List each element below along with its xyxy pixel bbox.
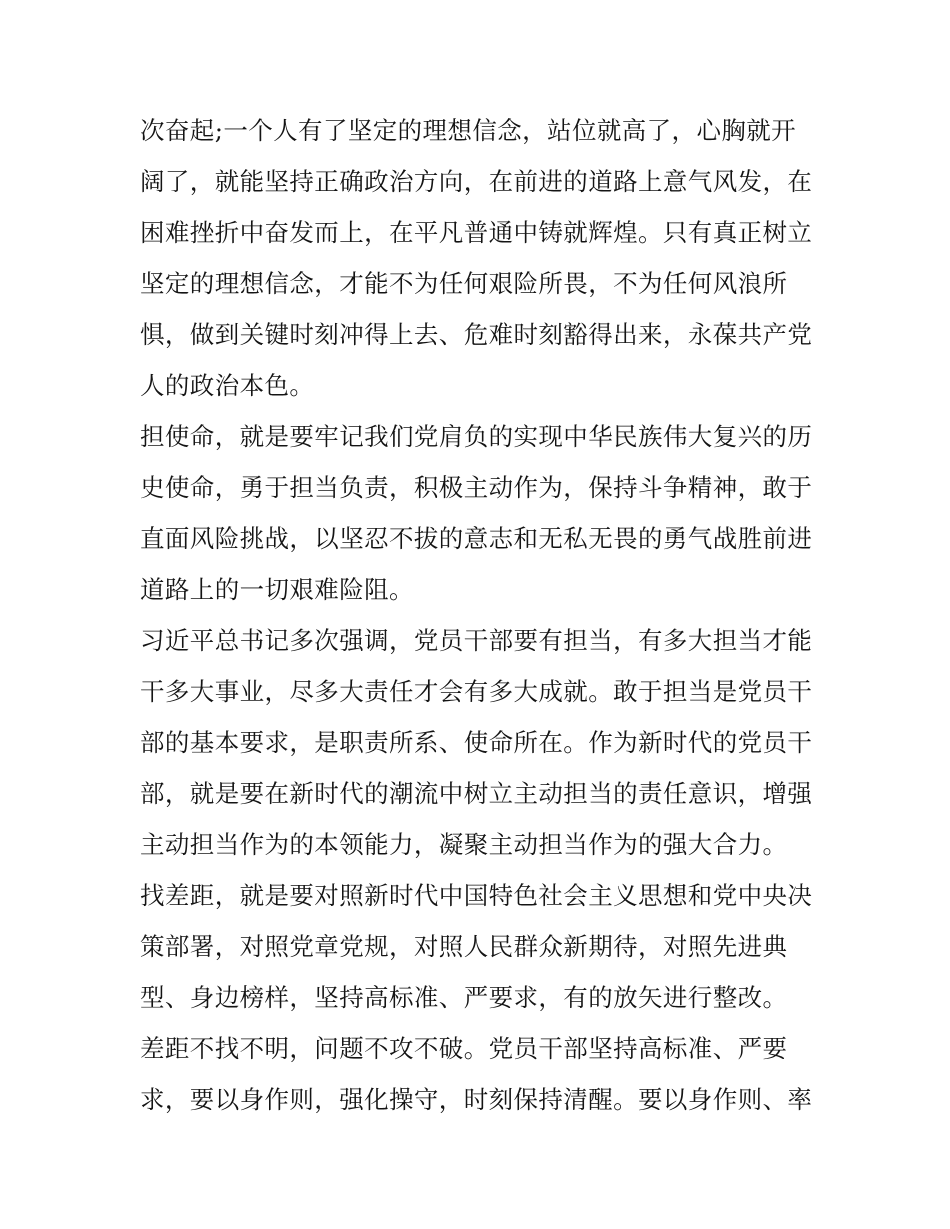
text-line: 主动担当作为的本领能力，凝聚主动担当作为的强大合力。 (140, 830, 788, 859)
text-line: 次奋起;一个人有了坚定的理想信念，站位就高了，心胸就开 (140, 116, 797, 145)
text-line: 直面风险挑战，以坚忍不拔的意志和无私无畏的勇气战胜前进 (140, 524, 813, 553)
text-line: 困难挫折中奋发而上，在平凡普通中铸就辉煌。只有真正树立 (140, 218, 813, 247)
text-line: 部，就是要在新时代的潮流中树立主动担当的责任意识，增强 (140, 779, 813, 808)
text-line: 求，要以身作则，强化操守，时刻保持清醒。要以身作则、率 (140, 1085, 813, 1114)
text-line: 习近平总书记多次强调，党员干部要有担当，有多大担当才能 (140, 626, 813, 655)
document-body (140, 105, 830, 1125)
text-line: 坚定的理想信念，才能不为任何艰险所畏，不为任何风浪所 (140, 269, 788, 298)
text-line: 担使命，就是要牢记我们党肩负的实现中华民族伟大复兴的历 (140, 422, 813, 451)
text-line: 干多大事业，尽多大责任才会有多大成就。敢于担当是党员干 (140, 677, 813, 706)
text-line: 部的基本要求，是职责所系、使命所在。作为新时代的党员干 (140, 728, 813, 757)
text-line: 型、身边榜样，坚持高标准、严要求，有的放矢进行整改。 (140, 983, 788, 1012)
text-line: 策部署，对照党章党规，对照人民群众新期待，对照先进典 (140, 932, 788, 961)
text-line: 找差距，就是要对照新时代中国特色社会主义思想和党中央决 (140, 881, 813, 910)
text-line: 史使命，勇于担当负责，积极主动作为，保持斗争精神，敢于 (140, 473, 813, 502)
text-line: 人的政治本色。 (140, 371, 315, 400)
text-line: 差距不找不明，问题不攻不破。党员干部坚持高标准、严要 (140, 1034, 788, 1063)
text-line: 惧，做到关键时刻冲得上去、危难时刻豁得出来，永葆共产党 (140, 320, 813, 349)
text-line: 阔了，就能坚持正确政治方向，在前进的道路上意气风发，在 (140, 167, 813, 196)
text-line: 道路上的一切艰难险阻。 (140, 575, 414, 604)
